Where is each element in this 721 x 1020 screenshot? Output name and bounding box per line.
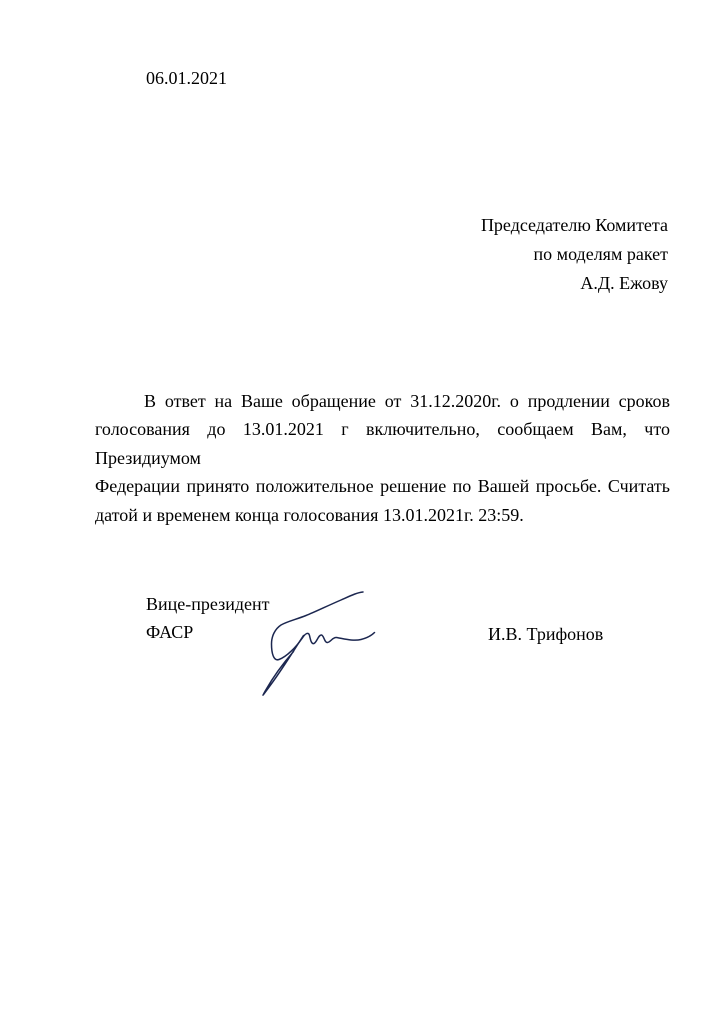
addressee-line: Председателю Комитета [480,215,668,235]
body-paragraph [95,387,670,529]
signoff-name: И.В. Трифонов [488,624,604,644]
handwritten-signature-ink [248,583,383,701]
addressee-line: по моделям ракет [533,243,668,264]
addressee-block [481,211,668,298]
signature-strokes [263,592,374,695]
body-line: Федерации принято положительное решение по Вашей просьбе. Считать [95,476,670,497]
signoff-title-line: Вице-президент [146,594,270,614]
addressee-line: А.Д. Ежову [580,272,668,293]
body-line: голосования до 13.01.2021 г включительно, сообщаем Вам, что Президиумом [95,419,670,468]
body-line: В ответ на Ваше обращение от 31.12.2020г. о продлении сроков [144,391,670,411]
body-line: датой и временем конца голосования 13.01.2021г. 23:59. [95,504,524,525]
signoff-title-line: ФАСР [146,622,194,643]
letter-date: 06.01.2021 [146,68,227,88]
